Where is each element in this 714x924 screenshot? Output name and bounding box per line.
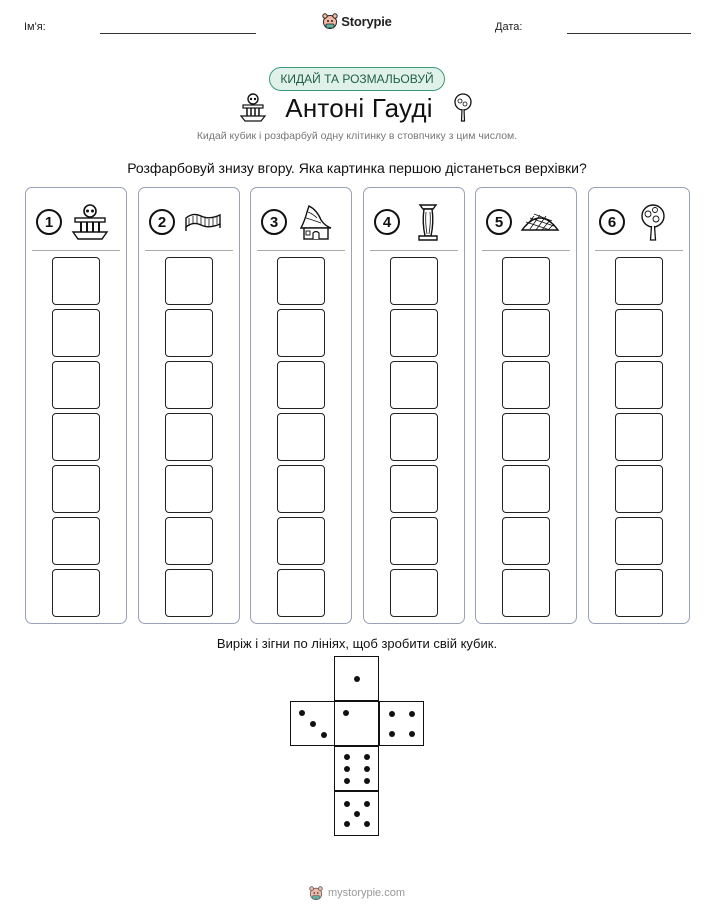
pip (364, 778, 370, 784)
color-cell[interactable] (165, 569, 213, 617)
color-cell[interactable] (502, 517, 550, 565)
color-cell[interactable] (615, 413, 663, 461)
pip (344, 766, 350, 772)
column-header (599, 202, 683, 242)
pip (354, 676, 360, 682)
color-cell[interactable] (165, 309, 213, 357)
pip (321, 732, 327, 738)
pip (364, 801, 370, 807)
color-cell[interactable] (52, 413, 100, 461)
color-cell[interactable] (52, 517, 100, 565)
column-number: 6 (599, 209, 625, 235)
color-cell[interactable] (52, 361, 100, 409)
column-5 (475, 187, 577, 624)
color-cell[interactable] (390, 413, 438, 461)
color-cell[interactable] (390, 309, 438, 357)
color-cell[interactable] (615, 569, 663, 617)
pip (409, 731, 415, 737)
pip (364, 821, 370, 827)
color-cell[interactable] (52, 309, 100, 357)
instruction: Розфарбовуй знизу вгору. Яка картинка першою дістанеться верхівки? (127, 160, 587, 176)
color-cell[interactable] (165, 465, 213, 513)
skull-balcony-icon (70, 202, 110, 242)
pip (310, 721, 316, 727)
color-cell[interactable] (502, 257, 550, 305)
color-cell[interactable] (390, 517, 438, 565)
color-cell[interactable] (502, 465, 550, 513)
pip (343, 710, 349, 716)
color-cell[interactable] (277, 569, 325, 617)
column-number: 1 (36, 209, 62, 235)
die-face-below (334, 746, 379, 791)
column-header (374, 202, 458, 242)
pip (344, 754, 350, 760)
date-label: Дата: (495, 21, 523, 33)
color-cell[interactable] (390, 361, 438, 409)
die-face-center (334, 701, 379, 746)
footer-url[interactable]: mystorypie.com (327, 887, 406, 899)
color-cell[interactable] (502, 309, 550, 357)
page-title: Антоні Гауді (285, 92, 433, 123)
color-cell[interactable] (52, 257, 100, 305)
serpentine-bench-icon (183, 202, 223, 242)
pip (344, 778, 350, 784)
color-cell[interactable] (165, 413, 213, 461)
cut-instruction: Виріж і зігни по лініях, щоб зробити свій кубик. (216, 636, 498, 651)
die-face-bottom (334, 791, 379, 836)
color-cell[interactable] (165, 361, 213, 409)
column-header (36, 202, 120, 242)
color-cell[interactable] (615, 309, 663, 357)
tree-icon (633, 202, 673, 242)
gingerbread-house-icon (295, 202, 335, 242)
activity-badge: КИДАЙ ТА РОЗМАЛЬОВУЙ (269, 67, 445, 91)
color-cell[interactable] (52, 569, 100, 617)
pip (299, 710, 305, 716)
color-cell[interactable] (277, 309, 325, 357)
pip (344, 801, 350, 807)
pip (409, 711, 415, 717)
color-cell[interactable] (502, 569, 550, 617)
color-cell[interactable] (390, 569, 438, 617)
name-label: Ім'я: (24, 21, 46, 33)
color-cell[interactable] (165, 517, 213, 565)
column-1 (25, 187, 127, 624)
color-cell[interactable] (277, 465, 325, 513)
tiled-dome-roof-icon (520, 202, 560, 242)
column-number: 3 (261, 209, 287, 235)
color-cell[interactable] (615, 361, 663, 409)
brand-logo (0, 12, 714, 35)
column-header (486, 202, 570, 242)
subtitle: Кидай кубик і розфарбуй одну клітинку в стовпчику з цим числом. (196, 130, 518, 142)
column-header (149, 202, 233, 242)
color-cell[interactable] (615, 465, 663, 513)
color-cell[interactable] (615, 257, 663, 305)
column-header (261, 202, 345, 242)
color-cell[interactable] (277, 257, 325, 305)
color-cell[interactable] (502, 361, 550, 409)
column-number: 4 (374, 209, 400, 235)
color-cell[interactable] (277, 361, 325, 409)
tree-icon (451, 93, 475, 123)
column-number: 5 (486, 209, 512, 235)
brand-name: Storypie (341, 13, 392, 29)
pip (364, 766, 370, 772)
date-line[interactable] (567, 33, 691, 34)
color-cell[interactable] (390, 465, 438, 513)
color-cell[interactable] (615, 517, 663, 565)
pip (354, 811, 360, 817)
column-number: 2 (149, 209, 175, 235)
color-cell[interactable] (52, 465, 100, 513)
pip (364, 754, 370, 760)
pip (344, 821, 350, 827)
footer (0, 885, 714, 901)
storypie-mascot-icon (309, 885, 323, 901)
die-face-right (379, 701, 424, 746)
column-2 (138, 187, 240, 624)
die-face-top (334, 656, 379, 701)
pip (389, 731, 395, 737)
color-cell[interactable] (277, 517, 325, 565)
title-row (0, 90, 714, 126)
stone-column-icon (408, 202, 448, 242)
pip (389, 711, 395, 717)
column-6 (588, 187, 690, 624)
column-3 (250, 187, 352, 624)
skull-balcony-icon (239, 93, 267, 123)
color-cell[interactable] (165, 257, 213, 305)
column-4 (363, 187, 465, 624)
color-cell[interactable] (277, 413, 325, 461)
die-face-left (290, 701, 335, 746)
color-cell[interactable] (390, 257, 438, 305)
storypie-mascot-icon (322, 12, 338, 30)
color-cell[interactable] (502, 413, 550, 461)
